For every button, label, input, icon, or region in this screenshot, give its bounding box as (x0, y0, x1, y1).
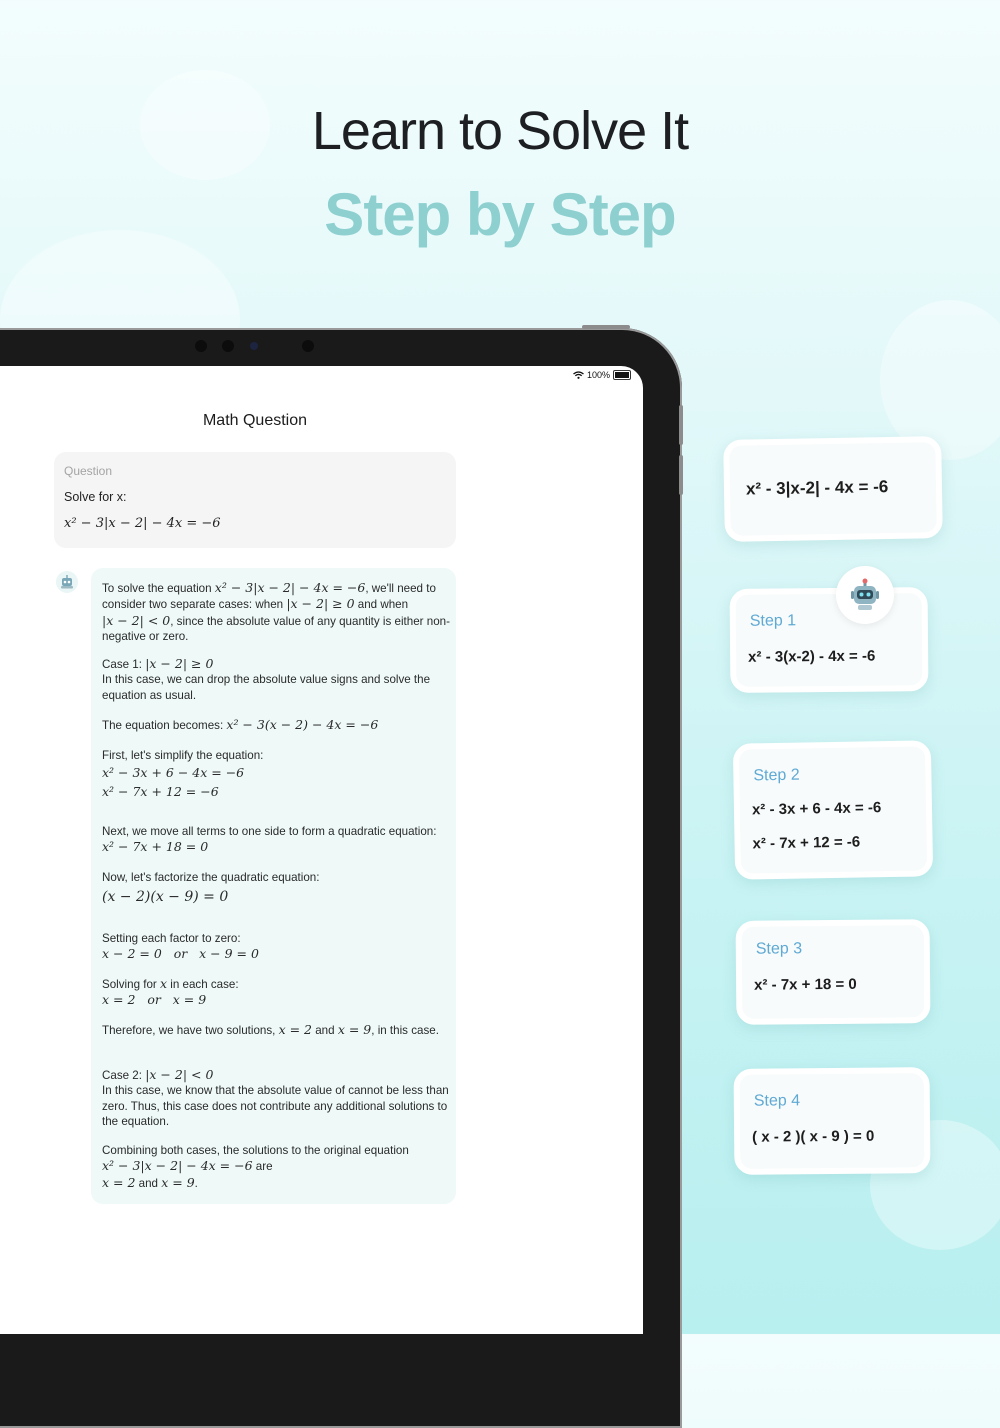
battery-percent: 100% (586, 370, 610, 380)
step-card-1 (730, 587, 929, 693)
tablet-side-button (679, 455, 683, 495)
hero-subtitle: Step by Step (324, 181, 676, 248)
camera-dot (302, 340, 314, 352)
answer-quadratic: Next, we move all terms to one side to form a quadratic equation: x² − 7x + 18 = 0 (102, 825, 437, 855)
question-equation: x² − 3|x − 2| − 4x = −6 (64, 516, 221, 531)
question-prompt: Solve for x: (64, 490, 127, 504)
answer-card (91, 568, 456, 1204)
answer-solving: Solving for x in each case: x = 2 or x = 9 (102, 976, 239, 1008)
step-equation: x² - 3x + 6 - 4x = -6 (751, 799, 882, 819)
answer-simplify: First, let's simplify the equation: x² − 3x + 6 − 4x = −6 x² − 7x + 12 = −6 (102, 749, 264, 800)
step-equation: ( x - 2 )( x - 9 ) = 0 (752, 1127, 875, 1146)
robot-icon (848, 578, 882, 612)
answer-combine: Combining both cases, the solutions to the original equation x² − 3|x − 2| − 4x = −6 are x = 2 and x = 9. (102, 1144, 409, 1190)
camera-dot (222, 340, 234, 352)
bot-avatar (56, 571, 78, 593)
step-title: Step 2 (753, 766, 800, 785)
robot-avatar (836, 566, 894, 624)
step-title: Step 3 (755, 940, 803, 958)
camera-lens (250, 342, 258, 350)
question-label: Question (64, 464, 113, 478)
camera-dot (195, 340, 207, 352)
step-equation: x² - 3(x-2) - 4x = -6 (748, 647, 876, 666)
step-title: Step 1 (749, 612, 797, 630)
answer-case2: Case 2: |x − 2| < 0 In this case, we know that the absolute value of cannot be less than zero. Thus, this case does not contribute any additional solutions to the equation. (102, 1067, 449, 1128)
answer-zero: Setting each factor to zero: x − 2 = 0 or x − 9 = 0 (102, 932, 259, 962)
hero-title: Learn to Solve It (311, 101, 689, 161)
robot-icon (59, 574, 75, 590)
tablet-side-button (679, 405, 683, 445)
given-equation: x² - 3|x-2| - 4x = -6 (745, 477, 889, 499)
answer-factor: Now, let's factorize the quadratic equation: (x − 2)(x − 9) = 0 (102, 871, 320, 906)
answer-therefore: Therefore, we have two solutions, x = 2 and x = 9, in this case. (102, 1022, 439, 1037)
wifi-icon (573, 371, 584, 379)
question-card (54, 452, 456, 548)
step-card-4 (734, 1067, 931, 1175)
step-card-3 (736, 919, 931, 1025)
step-card-2 (733, 740, 933, 879)
battery-icon (613, 370, 631, 380)
screen-title: Math Question (202, 412, 308, 429)
answer-becomes: The equation becomes: x² − 3(x − 2) − 4x = −6 (102, 717, 379, 732)
status-bar (573, 370, 631, 380)
app-screen (0, 366, 643, 1334)
answer-case1: Case 1: |x − 2| ≥ 0 In this case, we can drop the absolute value signs and solve the equation as usual. (102, 656, 431, 702)
answer-intro: To solve the equation x² − 3|x − 2| − 4x = −6, we'll need to consider two separate cases: when |x − 2| ≥ 0 and when |x − 2| < 0, since the absolute value of any quantity is either non-negative or zero. (102, 580, 450, 643)
step-equation: x² - 7x + 12 = -6 (752, 833, 861, 853)
step-title: Step 4 (753, 1092, 801, 1110)
step-equation: x² - 7x + 18 = 0 (754, 975, 857, 994)
step-card-given (723, 436, 943, 542)
tablet-top-button (582, 325, 630, 329)
